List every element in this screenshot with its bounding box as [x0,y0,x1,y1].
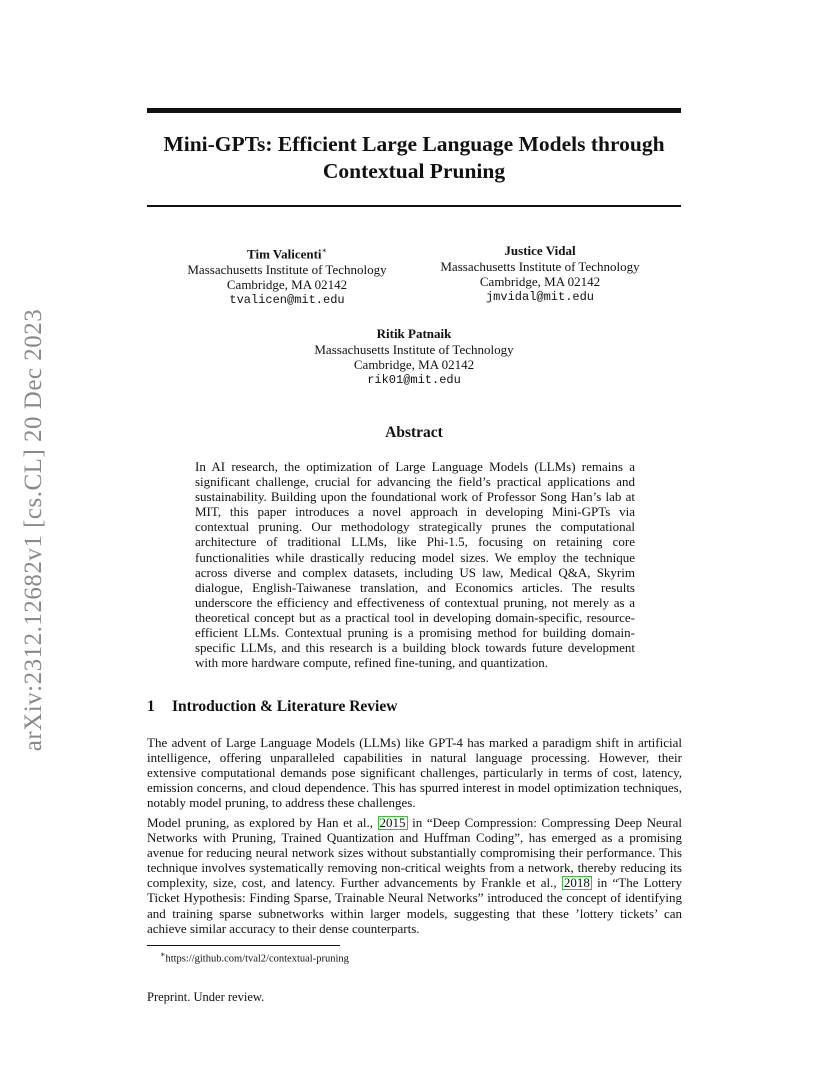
citation-link[interactable]: 2015 [379,815,406,830]
section-number: 1 [147,698,155,715]
paragraph-text: in “The Lottery Ticket Hypothesis: Finding Sparse, Trainable Neural Networks” introduced the concept of identifying and training sparse subnetworks within larger models, suggesting that these ’lottery tickets’ can achieve similar accuracy to their dense counterparts. [147,875,682,936]
citation-link[interactable]: 2018 [563,875,590,891]
section-heading [147,698,397,716]
preprint-note: Preprint. Under review. [147,990,265,1004]
author-name: Ritik Patnaik [376,326,452,341]
title-rule-top [147,108,681,113]
author-name-line [299,326,529,342]
body-paragraph [147,815,682,936]
author-affiliation: Massachusetts Institute of Technology [440,258,640,274]
author-name: Tim Valicenti [247,246,322,262]
paper-title: Mini-GPTs: Efficient Large Language Models through Contextual Pruning [163,132,665,183]
author-name: Justice Vidal [504,243,576,258]
abstract-text: In AI research, the optimization of Large Language Models (LLMs) remains a significant challenge, crucial for advancing the field’s practical applications and sustainability. Building upon the foundational work of Professor Song Han’s lab at MIT, this paper introduces a novel approach in developing Mini-GPTs via contextual pruning. Our methodology strategically prunes the computational architecture of traditional LLMs, like Phi-1.5, focusing on retaining core functionalities while drastically reducing model sizes. We employ the technique across diverse and complex datasets, including US law, Medical Q&A, Skyrim dialogue, English-Taiwanese translation, and Economics articles. The results underscore the efficiency and effectiveness of contextual pruning, not merely as a theoretical concept but as a practical tool in developing domain-specific, resource-efficient LLMs. Contextual pruning is a promising method for building domain-specific LLMs, and this research is a building block towards future development with more hardware compute, refined fine-tuning, and quantization. [195,459,635,671]
footnote [160,950,349,965]
footnote-mark: ∗ [160,950,166,959]
author-affiliation: Massachusetts Institute of Technology [314,341,514,357]
abstract-heading: Abstract [385,424,443,441]
author-location: Cambridge, MA 02142 [479,274,601,289]
paragraph-text: in “Deep Compression: Compressing Deep Neural Networks with Pruning, Trained Quantization and Huffman Coding”, has emerged as a promising avenue for reducing neural network sizes without substantially compromising their performance. This technique involves systematically removing non-critical weights from a network, thereby reducing its complexity, size, cost, and latency. Further advancements by Frankle et al., [147,815,682,891]
section-title: Introduction & Literature Review [172,698,398,715]
author-email: jmvidal@mit.edu [485,289,595,304]
body-paragraph: The advent of Large Language Models (LLMs) like GPT-4 has marked a paradigm shift in artificial intelligence, offering unparalleled capabilities in natural language processing. However, their extensive computational demands pose significant challenges, particularly in terms of cost, latency, emission concerns, and cloud dependence. This has spurred interest in model optimization techniques, notably model pruning, to address these challenges. [147,735,682,811]
footnote-rule [147,945,340,946]
title-rule-bottom [147,205,681,207]
author-affiliation: Massachusetts Institute of Technology [187,261,387,277]
footnote-mark: ∗ [321,246,327,255]
footnote-url[interactable]: https://github.com/tval2/contextual-pruning [165,953,349,965]
paragraph-text: Model pruning, as explored by Han et al., [147,815,378,830]
author-block [425,243,655,305]
author-email: tvalicen@mit.edu [229,292,345,307]
author-name-line [172,243,402,262]
author-name-line [425,243,655,259]
author-block [172,243,402,308]
arxiv-identifier: arXiv:2312.12682v1 [cs.CL] 20 Dec 2023 [20,308,47,752]
author-location: Cambridge, MA 02142 [226,277,348,293]
author-location: Cambridge, MA 02142 [353,357,475,372]
author-email: rik01@mit.edu [367,372,461,387]
author-block [299,326,529,388]
